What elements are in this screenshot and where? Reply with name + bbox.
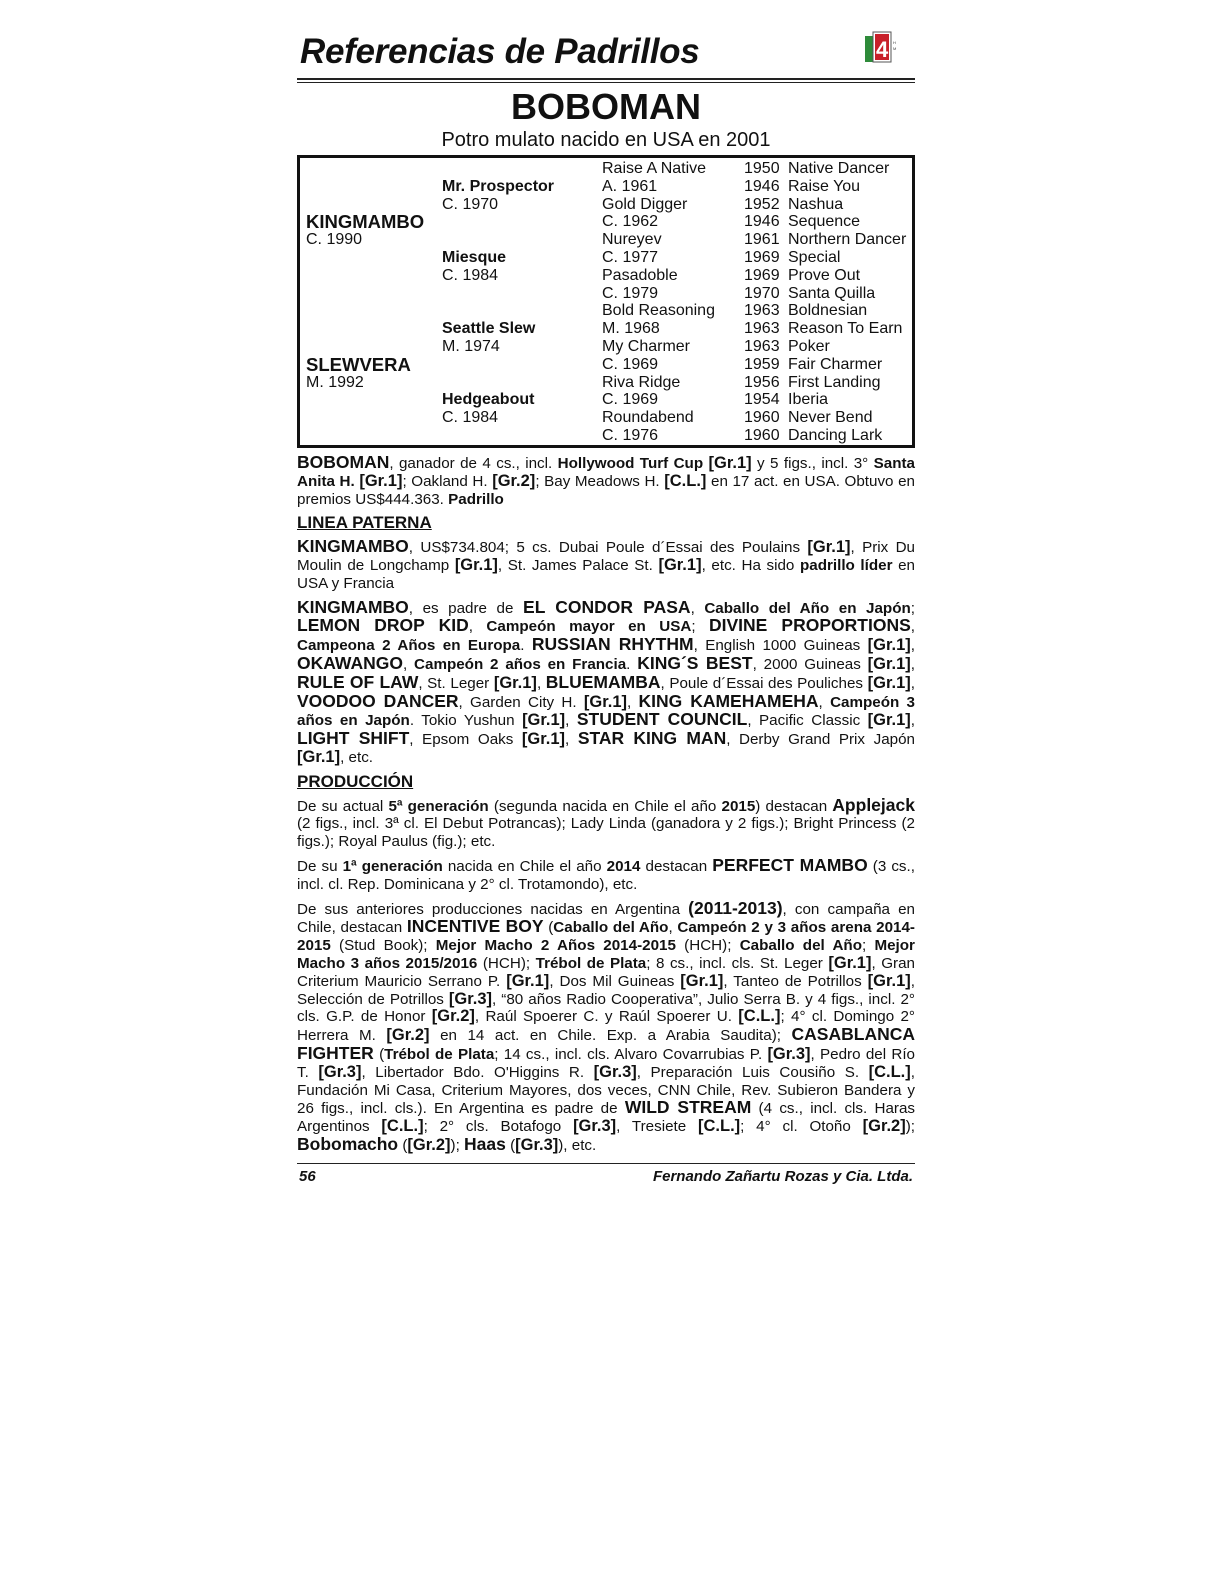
text-run: , etc. xyxy=(340,748,374,766)
text-run: ); xyxy=(450,1136,465,1154)
text-run: ; 4° cl. Otoño xyxy=(740,1118,863,1136)
grade-label: [Gr.1] xyxy=(521,730,566,749)
pedigree-table xyxy=(297,155,915,448)
horse-name-mention: Applejack xyxy=(832,794,915,815)
text-run: . xyxy=(520,637,532,655)
pedigree-gen3-name: Riva Ridge xyxy=(602,373,681,391)
text-run: , Selección de Potrillos xyxy=(297,972,915,1008)
text-run: , Prix Du Moulin de Longchamp xyxy=(297,539,915,574)
grade-label: [Gr.2] xyxy=(407,1135,451,1154)
text-run: , Tanteo de Potrillos xyxy=(723,972,868,990)
grade-label: [Gr.1] xyxy=(297,747,341,766)
text-run: y 5 figs., incl. 3° xyxy=(751,455,874,472)
grade-label: [Gr.1] xyxy=(807,538,851,557)
bold-text: Hollywood Turf Cup xyxy=(557,455,704,472)
grade-label: [Gr.3] xyxy=(767,1044,811,1063)
bold-text: 1ª generación xyxy=(342,857,443,875)
horse-name-mention: PERFECT MAMBO xyxy=(712,854,868,875)
text-run: , xyxy=(910,618,915,636)
pedigree-grandparent-info: M. 1974 xyxy=(442,338,500,355)
text-run: ; 8 cs., incl. cls. St. Leger xyxy=(646,954,829,972)
grade-label: [Gr.1] xyxy=(493,673,537,692)
text-run: , St. James Palace St. xyxy=(497,556,659,574)
bold-text: 2014 xyxy=(606,857,641,875)
bold-text: Santa Anita H. xyxy=(297,455,915,490)
grade-label: [Gr.3] xyxy=(573,1117,617,1136)
text-run: ; 2° cls. Botafogo xyxy=(423,1118,574,1136)
pedigree-dam-name: SLEWVERA xyxy=(306,353,411,375)
text-run: , Gran Criterium Mauricio Serrano P. xyxy=(297,954,915,990)
pedigree-gen3-info: C. 1979 xyxy=(602,284,659,302)
text-run: , xyxy=(818,693,831,711)
text-run: , Preparación Luis Cousiño S. xyxy=(636,1063,869,1081)
pedigree-gen4-year: 1961 xyxy=(744,231,780,249)
pedigree-gen4-year: 1963 xyxy=(744,302,780,320)
pedigree-grandparent-info: C. 1984 xyxy=(442,266,499,284)
pedigree-gen4-year: 1969 xyxy=(744,249,780,266)
grade-label: [C.L.] xyxy=(868,1062,911,1081)
pedigree-gen4-name: Boldnesian xyxy=(788,302,868,320)
grade-label: [Gr.1] xyxy=(658,555,702,574)
horse-name-mention: LIGHT SHIFT xyxy=(297,728,410,749)
text-run: ; 14 cs., incl. cls. Alvaro Covarrubias P. xyxy=(494,1045,768,1063)
horse-name-mention: DIVINE PROPORTIONS xyxy=(709,615,911,636)
text-run: ; 4° cl. Domingo 2° Herrera M. xyxy=(297,1008,916,1045)
header xyxy=(297,28,915,80)
horse-name-mention: KINGMAMBO xyxy=(297,536,409,557)
grade-label: [Gr.3] xyxy=(448,989,493,1008)
text-run: (4 cs., incl. cls. Haras Argentinos xyxy=(297,1100,915,1136)
pedigree-grandparent-name: Seattle Slew xyxy=(442,320,536,338)
text-run: ; xyxy=(910,599,915,617)
text-run: ; Oakland H. xyxy=(402,472,493,490)
pedigree-gen3-info: C. 1962 xyxy=(602,213,659,231)
text-run: , Fundación Mi Casa, Criterium Mayores, dos veces, CNN Chile, Rev. Subieron Bandera y 26 figs., incl. cls.). En Argentina es padre de xyxy=(297,1063,915,1118)
pedigree-gen4-year: 1956 xyxy=(744,373,780,391)
pedigree-grandparent-name: Miesque xyxy=(442,249,507,266)
bold-text: 5ª generación xyxy=(388,797,489,815)
pedigree-gen4-name: First Landing xyxy=(788,373,881,391)
pedigree-gen3-info: C. 1977 xyxy=(602,249,659,266)
text-run: , xyxy=(468,618,487,636)
text-run: ; xyxy=(691,618,709,636)
text-run: en 14 act. en Chile. Exp. a Arabia Saudita); xyxy=(429,1027,792,1045)
grade-label: [Gr.1] xyxy=(359,471,403,490)
text-run: , Raúl Spoerer C. y Raúl Spoerer U. xyxy=(474,1008,739,1026)
text-run: , xyxy=(910,637,915,655)
grade-label: [Gr.1] xyxy=(867,711,911,730)
pedigree-gen3-name: Roundabend xyxy=(602,409,694,427)
pedigree-gen4-year: 1946 xyxy=(744,177,780,195)
pedigree-gen4-year: 1960 xyxy=(744,409,780,427)
text-run: , ganador de 4 cs., incl. xyxy=(389,455,558,472)
text-run: ), etc. xyxy=(558,1136,597,1154)
header-title: Referencias de Padrillos xyxy=(300,32,700,71)
text-run: (HCH); xyxy=(675,937,740,955)
horse-name-mention: EL CONDOR PASA xyxy=(523,596,691,617)
text-run: , Pedro del Río T. xyxy=(297,1045,915,1081)
publisher-logo-icon xyxy=(863,30,905,64)
grade-label: [Gr.3] xyxy=(515,1135,559,1154)
pedigree-gen4-year: 1946 xyxy=(744,213,780,231)
horse-name-mention: (2011-2013) xyxy=(688,897,783,918)
production-paragraph-1 xyxy=(297,794,915,851)
bold-text: Campeón 2 años en Francia xyxy=(414,655,627,673)
pedigree-gen4-name: Fair Charmer xyxy=(788,355,883,373)
bold-text: Mejor Macho 2 Años 2014-2015 xyxy=(435,937,676,955)
text-run: , Pacific Classic xyxy=(747,712,868,730)
grade-label: [C.L.] xyxy=(381,1117,424,1136)
grade-label: [Gr.1] xyxy=(867,636,911,655)
summary-paragraph xyxy=(297,454,915,508)
bold-text: 2015 xyxy=(721,797,756,815)
pedigree-gen4-year: 1963 xyxy=(744,320,780,338)
grade-label: [Gr.3] xyxy=(593,1062,637,1081)
text-run: , English 1000 Guineas xyxy=(693,637,868,655)
grade-label: [Gr.2] xyxy=(431,1007,475,1026)
text-run: , xyxy=(536,674,546,692)
grade-label: [Gr.1] xyxy=(506,971,550,990)
pedigree-gen3-name: Bold Reasoning xyxy=(602,302,715,320)
pedigree-gen3-info: C. 1969 xyxy=(602,355,659,373)
pedigree-gen4-name: Northern Dancer xyxy=(788,231,907,249)
bold-text: Trébol de Plata xyxy=(535,954,647,972)
text-run: , “80 años Radio Cooperativa”, Julio Serra B. y 4 figs., incl. 2° cls. G.P. de Honor xyxy=(297,990,915,1026)
text-run: De su xyxy=(297,857,343,875)
pedigree-gen4-year: 1950 xyxy=(744,160,780,177)
text-run: , Dos Mil Guineas xyxy=(549,972,681,990)
horse-name-mention: BLUEMAMBA xyxy=(545,671,661,692)
text-run: , xyxy=(565,712,577,730)
horse-name-mention: RULE OF LAW xyxy=(297,671,419,692)
paternal-paragraph-2 xyxy=(297,596,915,767)
pedigree-gen4-year: 1963 xyxy=(744,338,780,355)
text-run: . Tokio Yushun xyxy=(409,712,523,730)
text-run: (segunda nacida en Chile el año xyxy=(488,797,722,815)
text-run: ( xyxy=(543,919,554,937)
pedigree-gen3-info: C. 1976 xyxy=(602,427,659,444)
grade-label: [Gr.1] xyxy=(583,692,628,711)
bold-text: padrillo líder xyxy=(799,556,893,574)
grade-label: [Gr.2] xyxy=(386,1026,430,1045)
bold-text: Caballo del Año en Japón xyxy=(704,599,911,617)
svg-text:H: H xyxy=(893,40,896,45)
text-run: ; xyxy=(861,937,875,955)
horse-name: BOBOMAN xyxy=(511,86,701,127)
grade-label: [C.L.] xyxy=(698,1117,741,1136)
text-run: , xyxy=(402,655,415,673)
grade-label: [Gr.1] xyxy=(867,673,911,692)
horse-name-mention: OKAWANGO xyxy=(297,652,403,673)
bold-text: Campeón 3 años en Japón xyxy=(297,693,915,730)
text-run: , etc. Ha sido xyxy=(701,556,800,574)
grade-label: [Gr.1] xyxy=(522,711,566,730)
pedigree-gen4-name: Special xyxy=(788,249,841,266)
pedigree-gen3-info: M. 1968 xyxy=(602,320,660,338)
production-heading: PRODUCCIÓN xyxy=(297,771,414,791)
horse-name-mention: KINGMAMBO xyxy=(297,596,409,617)
text-run: , 2000 Guineas xyxy=(752,655,868,673)
pedigree-gen4-name: Reason To Earn xyxy=(788,320,903,338)
horse-name-mention: VOODOO DANCER xyxy=(297,690,459,711)
grade-label: [Gr.1] xyxy=(828,953,872,972)
text-run: ; Bay Meadows H. xyxy=(535,472,665,490)
text-run: en USA y Francia xyxy=(297,556,915,592)
horse-name-mention: Bobomacho xyxy=(297,1133,399,1154)
grade-label: [Gr.2] xyxy=(862,1117,906,1136)
bold-text: Caballo del Año xyxy=(553,919,669,937)
grade-label: [Gr.2] xyxy=(492,471,536,490)
pedigree-gen4-name: Sequence xyxy=(788,213,861,231)
pedigree-gen3-name: Nureyev xyxy=(602,231,662,249)
pedigree-gen4-name: Never Bend xyxy=(788,409,873,427)
pedigree-gen4-name: Nashua xyxy=(788,195,844,213)
pedigree-gen4-name: Poker xyxy=(788,338,830,355)
grade-label: [Gr.1] xyxy=(680,971,724,990)
text-run: , Epsom Oaks xyxy=(409,731,522,749)
horse-name-mention: STAR KING MAN xyxy=(577,728,727,749)
bold-text: Caballo del Año xyxy=(739,937,862,955)
grade-label: [Gr.1] xyxy=(867,971,911,990)
grade-label: [Gr.3] xyxy=(318,1062,362,1081)
grade-label: [C.L.] xyxy=(664,471,707,490)
svg-text:4: 4 xyxy=(876,37,889,62)
text-run: nacida en Chile el año xyxy=(442,857,607,875)
pedigree-gen4-name: Iberia xyxy=(788,391,829,409)
text-run: , es padre de xyxy=(408,599,524,617)
pedigree-gen4-name: Dancing Lark xyxy=(788,427,883,444)
pedigree-grandparent-name: Hedgeabout xyxy=(442,391,535,409)
text-run: De su actual xyxy=(297,797,389,815)
body-text xyxy=(297,454,915,1155)
text-run: ( xyxy=(505,1136,516,1154)
bold-text: Padrillo xyxy=(448,490,504,508)
text-run: , St. Leger xyxy=(418,674,494,692)
bold-text: Campeona 2 Años en Europa xyxy=(297,637,521,655)
paternal-heading: LINEA PATERNA xyxy=(297,513,432,533)
text-run: (3 cs., incl. cl. Rep. Dominicana y 2° cl. Trotamondo), etc. xyxy=(297,857,915,893)
text-run: , con campaña en Chile, destacan xyxy=(297,900,915,937)
pedigree-sire-info: C. 1990 xyxy=(306,231,363,249)
pedigree-gen4-year: 1954 xyxy=(744,391,780,409)
text-run: (2 figs., incl. 3ª cl. El Debut Potrancas); Lady Linda (ganadora y 2 figs.); Bright Princess (2 figs.); Royal Paulus (fig.); etc. xyxy=(297,815,915,851)
text-run: , Garden City H. xyxy=(458,693,584,711)
text-run: , US$734.804; 5 cs. Dubai Poule d´Essai des Poulains xyxy=(408,539,808,557)
bold-text: Campeón 2 y 3 años arena 2014-2015 xyxy=(297,919,915,955)
header-rule xyxy=(297,82,915,83)
pedigree-gen3-name: Gold Digger xyxy=(602,195,688,213)
pedigree-gen3-name: Raise A Native xyxy=(602,160,707,177)
horse-name-mention: KING KAMEHAMEHA xyxy=(638,690,819,711)
text-run: destacan xyxy=(640,857,713,875)
text-run: , xyxy=(627,693,639,711)
bold-text: Campeón mayor en USA xyxy=(486,618,692,636)
pedigree-gen4-year: 1969 xyxy=(744,266,780,284)
pedigree-gen4-year: 1970 xyxy=(744,284,780,302)
text-run: , xyxy=(910,674,915,692)
text-run: , Poule d´Essai des Pouliches xyxy=(660,674,868,692)
horse-name-mention: RUSSIAN RHYTHM xyxy=(531,634,694,655)
text-run: , Tresiete xyxy=(616,1118,698,1136)
pedigree-gen3-name: My Charmer xyxy=(602,338,691,355)
text-run: , Derby Grand Prix Japón xyxy=(726,731,915,749)
pedigree-gen3-name: Pasadoble xyxy=(602,266,678,284)
bold-text: Mejor Macho 3 años 2015/2016 xyxy=(297,937,915,972)
text-run: , xyxy=(668,919,678,937)
horse-name-mention: CASABLANCA FIGHTER xyxy=(297,1024,915,1063)
grade-label: [Gr.1] xyxy=(708,454,752,472)
pedigree-gen4-year: 1952 xyxy=(744,195,780,213)
text-run: ( xyxy=(398,1136,408,1154)
page xyxy=(297,28,915,1161)
pedigree-grandparent-name: Mr. Prospector xyxy=(442,177,555,195)
horse-name-mention: WILD STREAM xyxy=(624,1097,752,1118)
pedigree-gen4-name: Native Dancer xyxy=(788,160,890,177)
grade-label: [Gr.1] xyxy=(454,555,498,574)
pedigree-grandparent-info: C. 1970 xyxy=(442,195,499,213)
page-number: 56 xyxy=(299,1168,316,1185)
paternal-paragraph-1 xyxy=(297,538,915,592)
pedigree-gen3-info: C. 1969 xyxy=(602,391,659,409)
text-run: , xyxy=(910,712,915,730)
pedigree-gen3-info: A. 1961 xyxy=(602,177,658,195)
pedigree-gen4-year: 1960 xyxy=(744,427,780,444)
text-run: (Stud Book); xyxy=(330,937,436,955)
publisher-name: Fernando Zañartu Rozas y Cia. Ltda. xyxy=(652,1168,913,1185)
text-run: ) destacan xyxy=(755,797,833,815)
text-run: en 17 act. en USA. Obtuvo en premios US$444.363. xyxy=(297,472,915,508)
svg-text:M: M xyxy=(893,46,897,51)
text-run: ); xyxy=(905,1118,916,1136)
horse-name-mention: BOBOMAN xyxy=(297,452,390,472)
production-paragraph-3 xyxy=(297,897,916,1155)
bold-text: Trébol de Plata xyxy=(384,1045,495,1063)
pedigree-grandparent-info: C. 1984 xyxy=(442,409,499,427)
horse-name-mention: INCENTIVE BOY xyxy=(406,916,544,937)
text-run: , Libertador Bdo. O'Higgins R. xyxy=(361,1063,594,1081)
horse-name-mention: Haas xyxy=(464,1133,506,1154)
text-run: . xyxy=(626,655,638,673)
text-run: , xyxy=(690,599,705,617)
horse-name-mention: KING´S BEST xyxy=(637,652,753,673)
text-run: ( xyxy=(373,1045,385,1063)
pedigree-sire-name: KINGMAMBO xyxy=(306,211,425,233)
production-paragraph-2 xyxy=(297,854,915,894)
horse-subtitle: Potro mulato nacido en USA en 2001 xyxy=(441,129,771,151)
horse-name-mention: LEMON DROP KID xyxy=(297,615,469,636)
grade-label: [C.L.] xyxy=(738,1007,781,1026)
pedigree-gen4-year: 1959 xyxy=(744,355,780,373)
grade-label: [Gr.1] xyxy=(867,654,911,673)
text-run: (HCH); xyxy=(477,954,536,972)
text-run: De sus anteriores producciones nacidas en Argentina xyxy=(297,900,689,918)
pedigree-gen4-name: Santa Quilla xyxy=(788,284,876,302)
text-run: , xyxy=(565,731,578,749)
horse-name-mention: STUDENT COUNCIL xyxy=(576,709,748,730)
text-run: , xyxy=(910,655,915,673)
pedigree-dam-info: M. 1992 xyxy=(306,373,364,391)
pedigree-gen4-name: Prove Out xyxy=(788,266,861,284)
footer xyxy=(297,1163,915,1190)
pedigree-gen4-name: Raise You xyxy=(788,177,861,195)
